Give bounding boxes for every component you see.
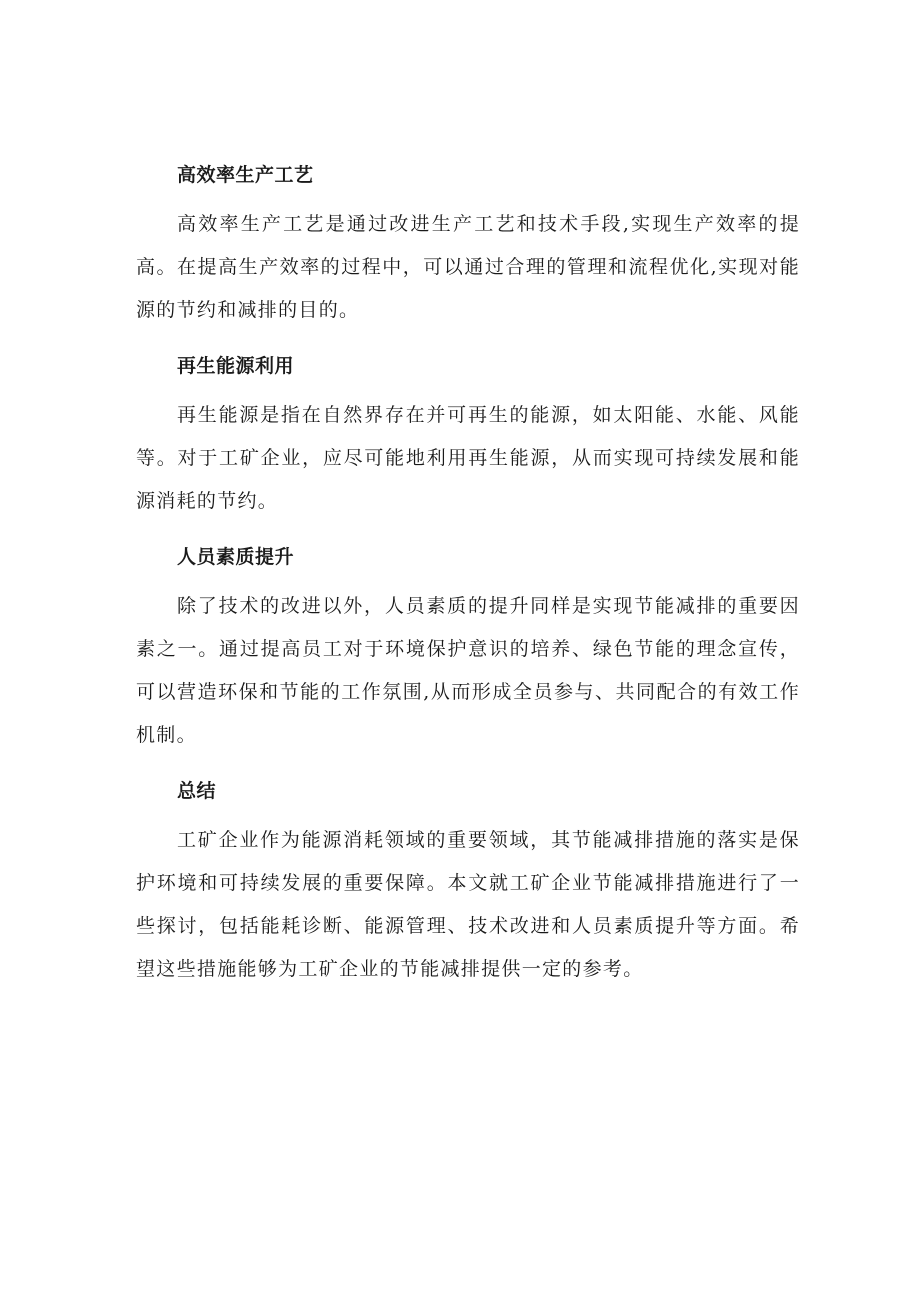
- document-body: [136, 160, 800, 1010]
- section-heading: 总结: [177, 780, 217, 802]
- section-heading: 再生能源利用: [177, 355, 295, 377]
- section-efficient-production: [136, 160, 800, 332]
- section-heading: 人员素质提升: [177, 546, 295, 568]
- section-renewable-energy: [136, 351, 800, 523]
- section-heading: 高效率生产工艺: [177, 164, 314, 186]
- section-paragraph: 工矿企业作为能源消耗领域的重要领域，其节能减排措施的落实是保护环境和可持续发展的重要保障。本文就工矿企业节能减排措施进行了一些探讨，包括能耗诊断、能源管理、技术改进和人员素质提升等方面。希望这些措施能够为工矿企业的节能减排提供一定的参考。: [136, 829, 800, 980]
- section-staff-quality: [136, 542, 800, 757]
- section-paragraph: 高效率生产工艺是通过改进生产工艺和技术手段,实现生产效率的提高。在提高生产效率的过程中，可以通过合理的管理和流程优化,实现对能源的节约和减排的目的。: [136, 213, 800, 321]
- section-paragraph: 再生能源是指在自然界存在并可再生的能源，如太阳能、水能、风能等。对于工矿企业，应尽可能地利用再生能源，从而实现可持续发展和能源消耗的节约。: [136, 404, 800, 512]
- section-summary: [136, 776, 800, 991]
- section-paragraph: 除了技术的改进以外，人员素质的提升同样是实现节能减排的重要因素之一。通过提高员工对于环境保护意识的培养、绿色节能的理念宣传，可以营造环保和节能的工作氛围,从而形成全员参与、共同配合的有效工作机制。: [136, 595, 800, 746]
